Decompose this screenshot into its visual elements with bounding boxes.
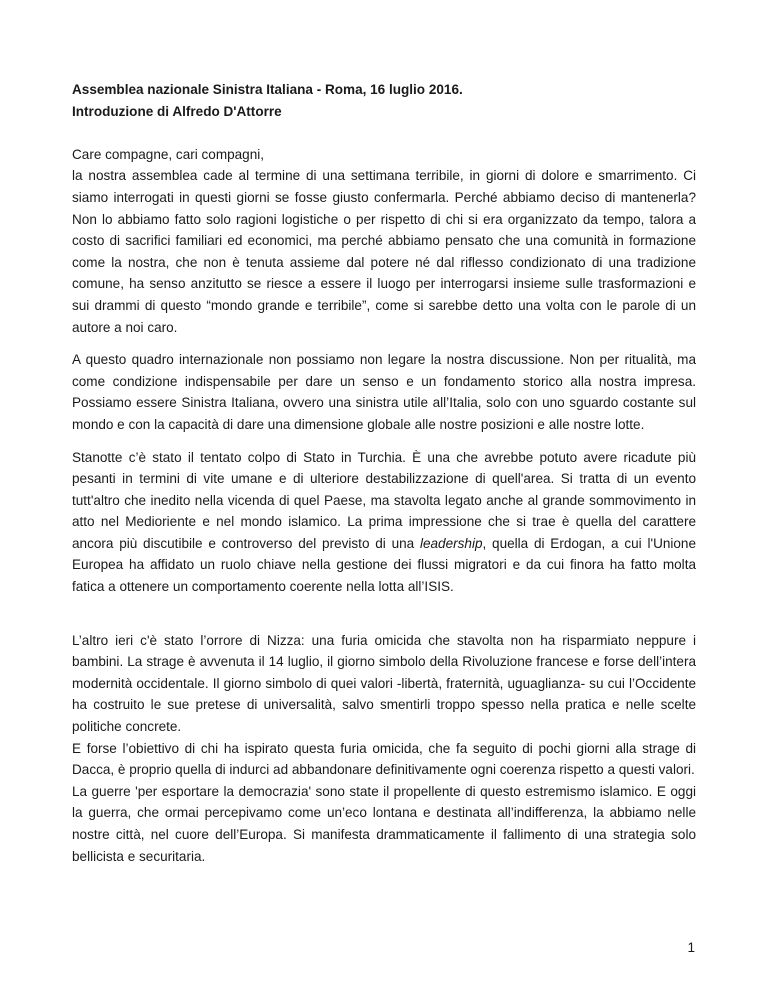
document-body <box>72 79 696 867</box>
document-subtitle: Introduzione di Alfredo D'Attorre <box>72 103 282 119</box>
paragraph-war: La guerre 'per esportare la democrazia' sono state il propellente di questo estremismo islamico. E oggi la guerra, che ormai percepivamo come un’eco lontana e destinata all’indifferenza, la abbiamo nelle nostre città, nel cuore dell’Europa. Si manifesta drammaticamente il fallimento di una strategia solo bellicista e securitaria. <box>72 783 696 864</box>
paragraph-intro <box>72 144 696 338</box>
paragraph-international-context: A questo quadro internazionale non possiamo non legare la nostra discussione. Non per ritualità, ma come condizione indispensabile per dare un senso e un fondamento storico alla nostra impresa. Possiamo essere Sinistra Italiana, ovvero una sinistra utile all’Italia, solo con uno sguardo costante sul mondo e con la capacità di dare una dimensione globale alle nostre posizioni e alle nostre lotte. <box>72 352 696 432</box>
paragraph-dacca: E forse l’obiettivo di chi ha ispirato questa furia omicida, che fa seguito di pochi giorni alla strage di Dacca, è proprio quella di indurci ad abbandonare definitivamente ogni coerenza rispetto a questi valori. <box>72 740 696 778</box>
page-number: 1 <box>687 940 695 955</box>
paragraph-nice: L’altro ieri c'è stato l’orrore di Nizza: una furia omicida che stavolta non ha risparmiato neppure i bambini. La strage è avvenuta il 14 luglio, il giorno simbolo della Rivoluzione francese e forse dell’intera modernità occidentale. Il giorno simbolo di quei valori -libertà, fraternità, uguaglianza- su cui l’Occidente ha costruito le sue pretese di universalità, salvo smentirli troppo spesso nella pratica e nelle scelte politiche concrete. <box>72 632 696 735</box>
paragraph-turkey: Stanotte c’è stato il tentato colpo di Stato in Turchia. È una che avrebbe potuto avere ricadute più pesanti in termini di vite umane e di ulteriore destabilizzazione di quell'area. Si tratta di un evento tutt'altro che inedito nella vicenda di quel Paese, ma stavolta legato anche al grande sommovimento in atto nel Medioriente e nel mondo islamico. La prima impressione che si trae è quella del carattere ancora più discutibile e controverso del previsto di una leadership, quella di Erdogan, a cui l'Unione Europea ha affidato un ruolo chiave nella gestione dei flussi migratori e da cui finora ha fatto molta fatica a ottenere un comportamento coerente nella lotta all’ISIS. <box>72 449 696 595</box>
spacer <box>72 122 696 144</box>
italic-term: leadership <box>419 535 483 551</box>
salutation: Care compagne, cari compagni, <box>72 146 265 162</box>
document-title: Assemblea nazionale Sinistra Italiana - Roma, 16 luglio 2016. <box>72 82 463 97</box>
paragraph-text: la nostra assemblea cade al termine di una settimana terribile, in giorni di dolore e smarrimento. Ci siamo interrogati in questi giorni se fosse giusto confermarla. Perché abbiamo deciso di mantenerla? Non lo abbiamo fatto solo ragioni logistiche o per rispetto di chi si era organizzato da tempo, talora a costo di sacrifici familiari ed economici, ma perché abbiamo pensato che una comunità in formazione come la nostra, che non è tenuta assieme dal potere né dal riflesso condizionato di una tradizione comune, ha senso anzitutto se riesce a essere il luogo per interrogarsi insieme sulle trasformazioni e sui drammi di questo “mondo grande e terribile”, come si sarebbe detto una volta con le parole di un autore a noi caro. <box>72 168 696 335</box>
